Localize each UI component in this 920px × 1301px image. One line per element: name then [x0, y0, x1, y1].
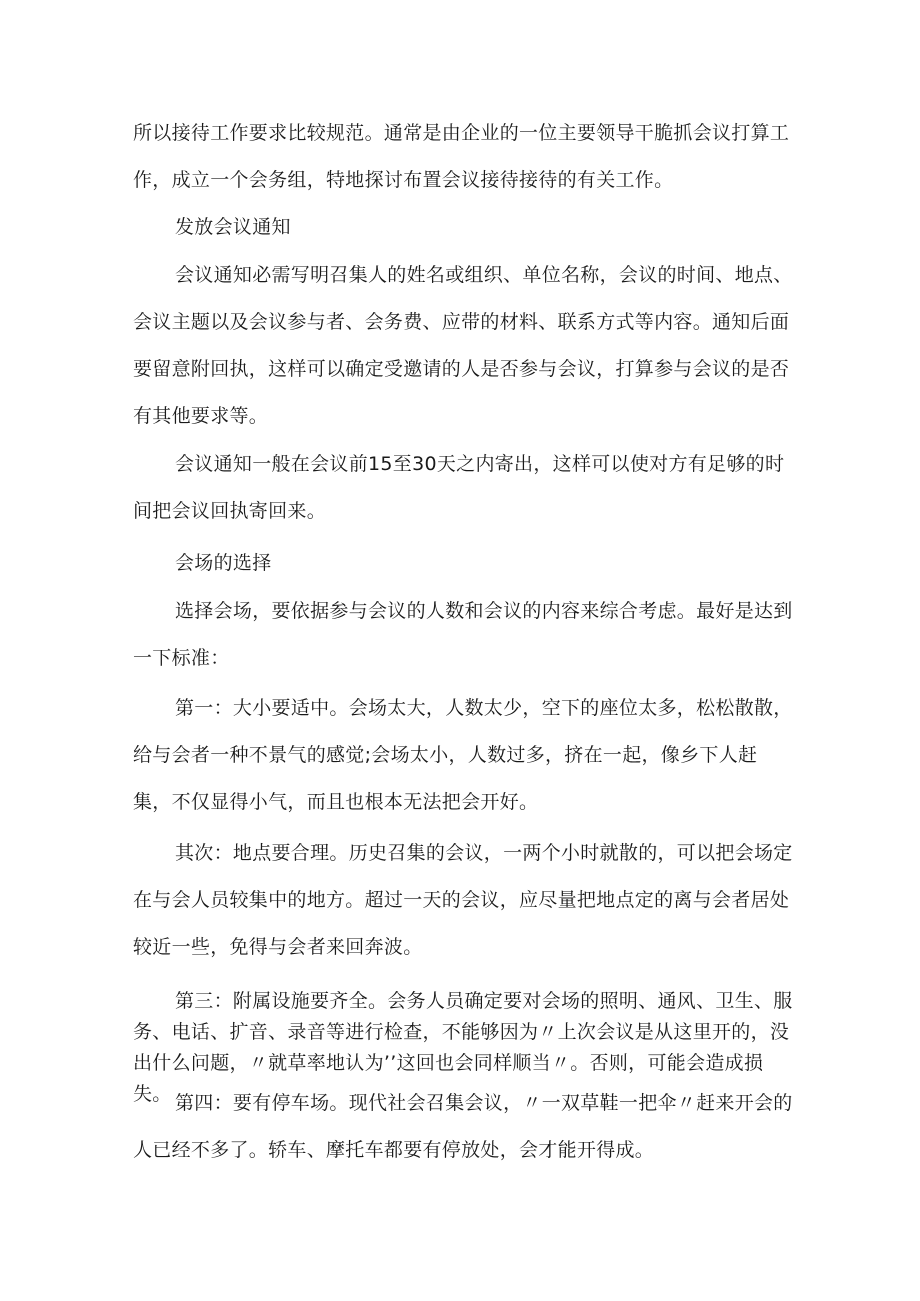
heading-venue-selection: 会场的选择 [175, 552, 272, 574]
paragraph-first-size: 第一：大小要适中。会场太大，人数太少，空下的座位太多，松松散散，给与会者一种不景气的感觉;会场太小，人数过多，挤在一起，像乡下人赶集，不仅显得小气，而且也根本无法把会开好。 [133, 697, 793, 813]
paragraph-third-facilities: 第三：附属设施要齐全。会务人员确定要对会场的照明、通风、卫生、服务、电话、扩音、录音等进行检查，不能够因为〃上次会议是从这里开的，没出什么问题，〃就草率地认为’’这回也会同样顺当〃。否则，可能会造成损失。 [133, 990, 793, 1105]
paragraph-fourth-parking: 第四：要有停车场。现代社会召集会议，〃一双草鞋一把伞〃赶来开会的人已经不多了。轿车、摩托车都要有停放处，会才能开得成。 [133, 1092, 793, 1161]
paragraph-meeting-group: 所以接待工作要求比较规范。通常是由企业的一位主要领导干脆抓会议打算工作，成立一个会务组，特地探讨布置会议接待接待的有关工作。 [133, 122, 790, 191]
paragraph-notice-content: 会议通知必需写明召集人的姓名或组织、单位名称，会议的时间、地点、会议主题以及会议参与者、会务费、应带的材料、联系方式等内容。通知后面要留意附回执，这样可以确定受邀请的人是否参与会议，打算参与会议的是否有其他要求等。 [133, 264, 793, 427]
paragraph-notice-timing: 会议通知一般在会议前15至30天之内寄出，这样可以使对方有足够的时间把会议回执寄回来。 [133, 453, 785, 522]
paragraph-venue-criteria: 选择会场，要依据参与会议的人数和会议的内容来综合考虑。最好是达到一下标准： [133, 600, 793, 669]
heading-send-notice: 发放会议通知 [175, 216, 291, 238]
paragraph-second-location: 其次：地点要合理。历史召集的会议，一两个小时就散的，可以把会场定在与会人员较集中的地方。超过一天的会议，应尽量把地点定的离与会者居处较近一些，免得与会者来回奔波。 [133, 842, 793, 958]
